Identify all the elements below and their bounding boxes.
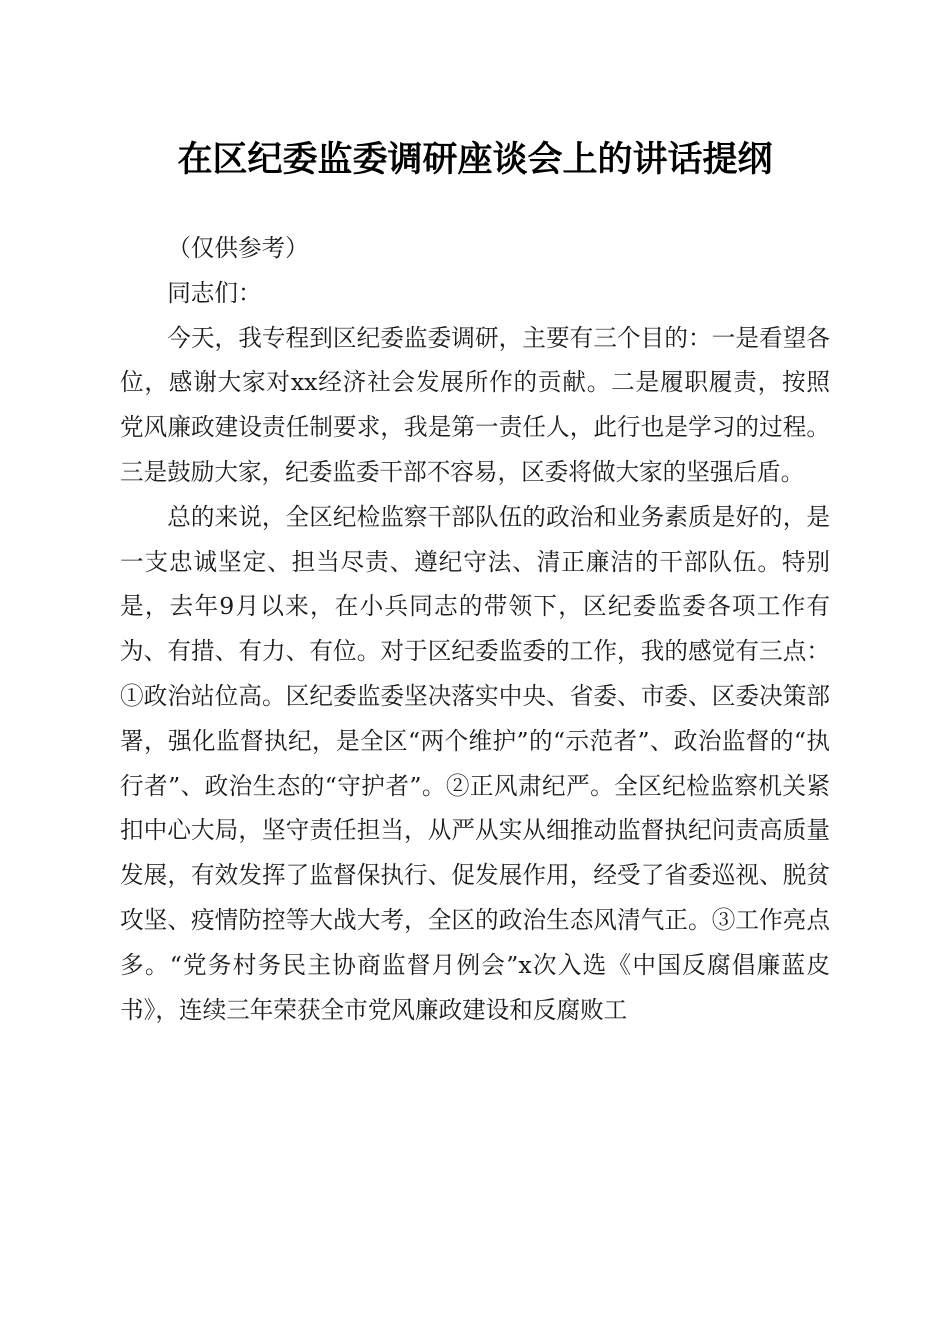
reference-note: （仅供参考） [167, 234, 309, 262]
document-body [120, 226, 830, 1032]
paragraph-evaluation: 总的来说，全区纪检监察干部队伍的政治和业务素质是好的，是一支忠诚坚定、担当尽责、遵纪守法、清正廉洁的干部队伍。特别是，去年9月以来，在小兵同志的带领下，区纪委监委各项工作有为、有措、有力、有位。对于区纪委监委的工作，我的感觉有三点：①政治站位高。区纪委监委坚决落实中央、省委、市委、区委决策部署，强化监督执纪，是全区“两个维护”的“示范者”、政治监督的“执行者”、政治生态的“守护者”。②正风肃纪严。全区纪检监察机关紧扣中心大局，坚守责任担当，从严从实从细推动监督执纪问责高质量发展，有效发挥了监督保执行、促发展作用，经受了省委巡视、脱贫攻坚、疫情防控等大战大考，全区的政治生态风清气正。③工作亮点多。“党务村务民主协商监督月例会”x次入选《中国反腐倡廉蓝皮书》，连续三年荣获全市党风廉政建设和反腐败工 [120, 502, 830, 1024]
salutation: 同志们： [167, 278, 262, 307]
document-title: 在区纪委监委调研座谈会上的讲话提纲 [177, 139, 773, 180]
paragraph-purpose: 今天，我专程到区纪委监委调研，主要有三个目的：一是看望各位，感谢大家对xx经济社会发展所作的贡献。二是履职履责，按照党风廉政建设责任制要求，我是第一责任人，此行也是学习的过程。三是鼓励大家，纪委监委干部不容易，区委将做大家的坚强后盾。 [120, 323, 830, 486]
